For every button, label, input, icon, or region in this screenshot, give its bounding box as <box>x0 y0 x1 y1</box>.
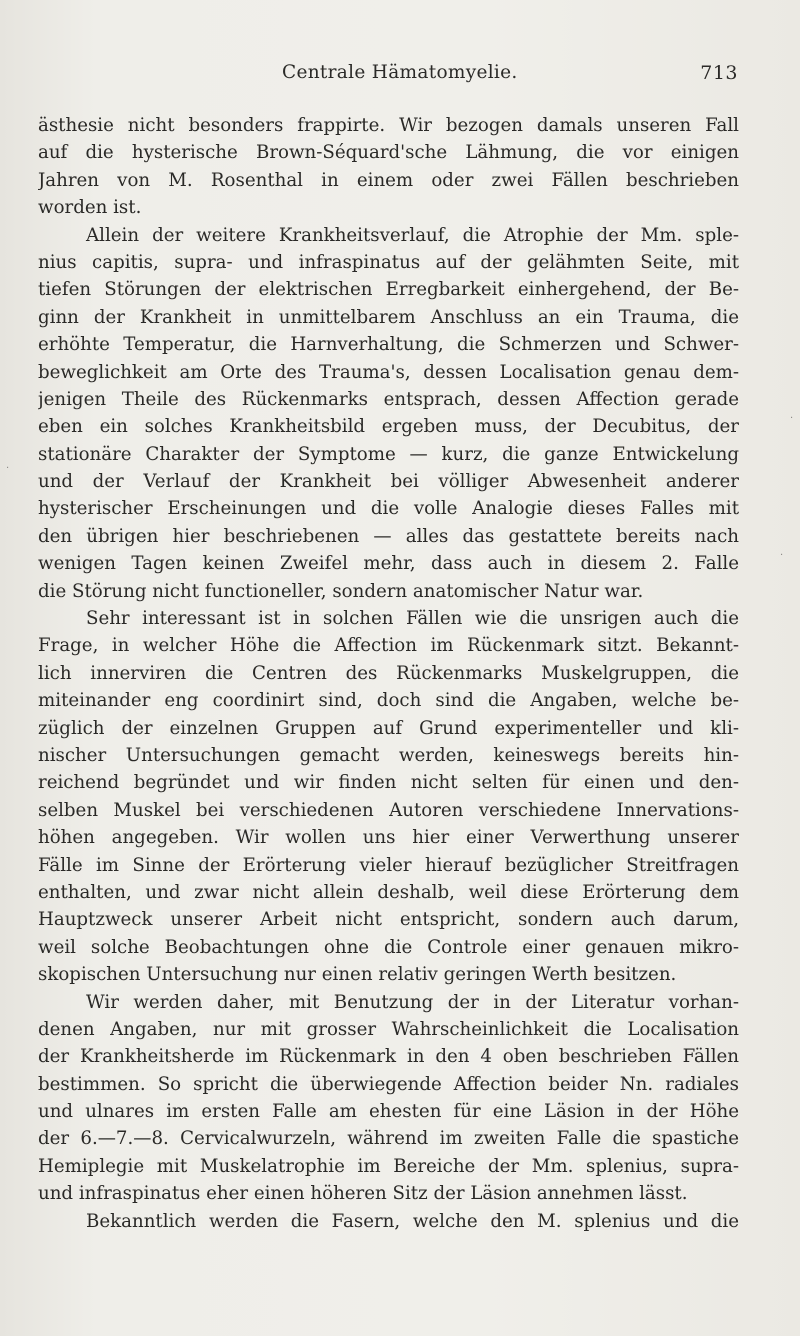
text-line: erhöhte Temperatur, die Harnverhaltung, die Schmerzen und Schwer- <box>38 334 739 356</box>
text-line: und infraspinatus eher einen höheren Sitz der Läsion annehmen lässt. <box>38 1183 688 1205</box>
text-line: der 6.—7.—8. Cervicalwurzeln, während im zweiten Falle die spastiche <box>38 1128 739 1150</box>
text-line: jenigen Theile des Rückenmarks entsprach, dessen Affection gerade <box>38 388 739 410</box>
text-line: höhen angegeben. Wir wollen uns hier einer Verwerthung unserer <box>38 827 739 849</box>
text-line: Bekanntlich werden die Fasern, welche den M. splenius und die <box>86 1210 739 1232</box>
page-number: 713 <box>700 62 738 84</box>
text-line: Hemiplegie mit Muskelatrophie im Bereiche der Mm. splenius, supra- <box>38 1155 739 1177</box>
text-line: Frage, in welcher Höhe die Affection im Rückenmark sitzt. Bekannt- <box>38 635 739 657</box>
text-line: selben Muskel bei verschiedenen Autoren verschiedene Innervations- <box>38 799 739 821</box>
text-line: und der Verlauf der Krankheit bei völliger Abwesenheit anderer <box>38 471 739 493</box>
text-line: der Krankheitsherde im Rückenmark in den 4 oben beschrieben Fällen <box>38 1046 739 1068</box>
text-line: stationäre Charakter der Symptome — kurz, die ganze Entwickelung <box>38 443 739 465</box>
text-line: beweglichkeit am Orte des Trauma's, dessen Localisation genau dem- <box>38 361 739 383</box>
text-line: denen Angaben, nur mit grosser Wahrscheinlichkeit die Localisation <box>38 1018 739 1040</box>
text-line: enthalten, und zwar nicht allein deshalb, weil diese Erörterung dem <box>38 881 739 903</box>
text-line: bestimmen. So spricht die überwiegende Affection beider Nn. radiales <box>38 1073 739 1095</box>
page-header <box>38 62 738 88</box>
running-title: Centrale Hämatomyelie. <box>282 62 518 83</box>
text-line: Hauptzweck unserer Arbeit nicht entspricht, sondern auch darum, <box>38 909 739 931</box>
text-line: hysterischer Erscheinungen und die volle Analogie dieses Falles mit <box>38 498 739 520</box>
text-line: nischer Untersuchungen gemacht werden, keineswegs bereits hin- <box>38 744 739 766</box>
text-line: nius capitis, supra- und infraspinatus auf der gelähmten Seite, mit <box>38 251 739 273</box>
margin-speck: · <box>6 463 10 474</box>
text-line: Fälle im Sinne der Erörterung vieler hierauf bezüglicher Streitfragen <box>38 854 739 876</box>
text-line: und ulnares im ersten Falle am ehesten für eine Läsion in der Höhe <box>38 1101 739 1123</box>
text-line: miteinander eng coordinirt sind, doch sind die Angaben, welche be- <box>38 690 739 712</box>
text-line: worden ist. <box>38 197 142 219</box>
text-line: Jahren von M. Rosenthal in einem oder zwei Fällen beschrieben <box>38 169 739 191</box>
text-line: ästhesie nicht besonders frappirte. Wir bezogen damals unseren Fall <box>38 115 739 136</box>
text-line: Sehr interessant ist in solchen Fällen wie die unsrigen auch die <box>86 608 739 630</box>
text-line: wenigen Tagen keinen Zweifel mehr, dass auch in diesem 2. Falle <box>38 553 739 575</box>
text-line: eben ein solches Krankheitsbild ergeben muss, der Decubitus, der <box>38 416 739 438</box>
margin-speck: · <box>790 413 794 424</box>
text-line: Wir werden daher, mit Benutzung der in der Literatur vorhan- <box>86 991 739 1013</box>
text-line: ginn der Krankheit in unmittelbarem Anschluss an ein Trauma, die <box>38 306 739 328</box>
text-line: reichend begründet und wir finden nicht selten für einen und den- <box>38 772 739 794</box>
text-line: auf die hysterische Brown-Séquard'sche Lähmung, die vor einigen <box>38 142 739 164</box>
text-line: züglich der einzelnen Gruppen auf Grund experimenteller und kli- <box>38 717 739 739</box>
margin-speck: · <box>780 550 784 561</box>
text-line: weil solche Beobachtungen ohne die Controle einer genauen mikro- <box>38 936 739 958</box>
text-line: skopischen Untersuchung nur einen relativ geringen Werth besitzen. <box>38 964 677 986</box>
text-line: den übrigen hier beschriebenen — alles das gestattete bereits nach <box>38 525 739 547</box>
text-line: tiefen Störungen der elektrischen Erregbarkeit einhergehend, der Be- <box>38 279 739 301</box>
body-text <box>38 112 739 1235</box>
text-line: die Störung nicht functioneller, sondern anatomischer Natur war. <box>38 580 644 602</box>
text-line: lich innerviren die Centren des Rückenmarks Muskelgruppen, die <box>38 662 739 684</box>
text-line: Allein der weitere Krankheitsverlauf, die Atrophie der Mm. sple- <box>86 224 739 246</box>
